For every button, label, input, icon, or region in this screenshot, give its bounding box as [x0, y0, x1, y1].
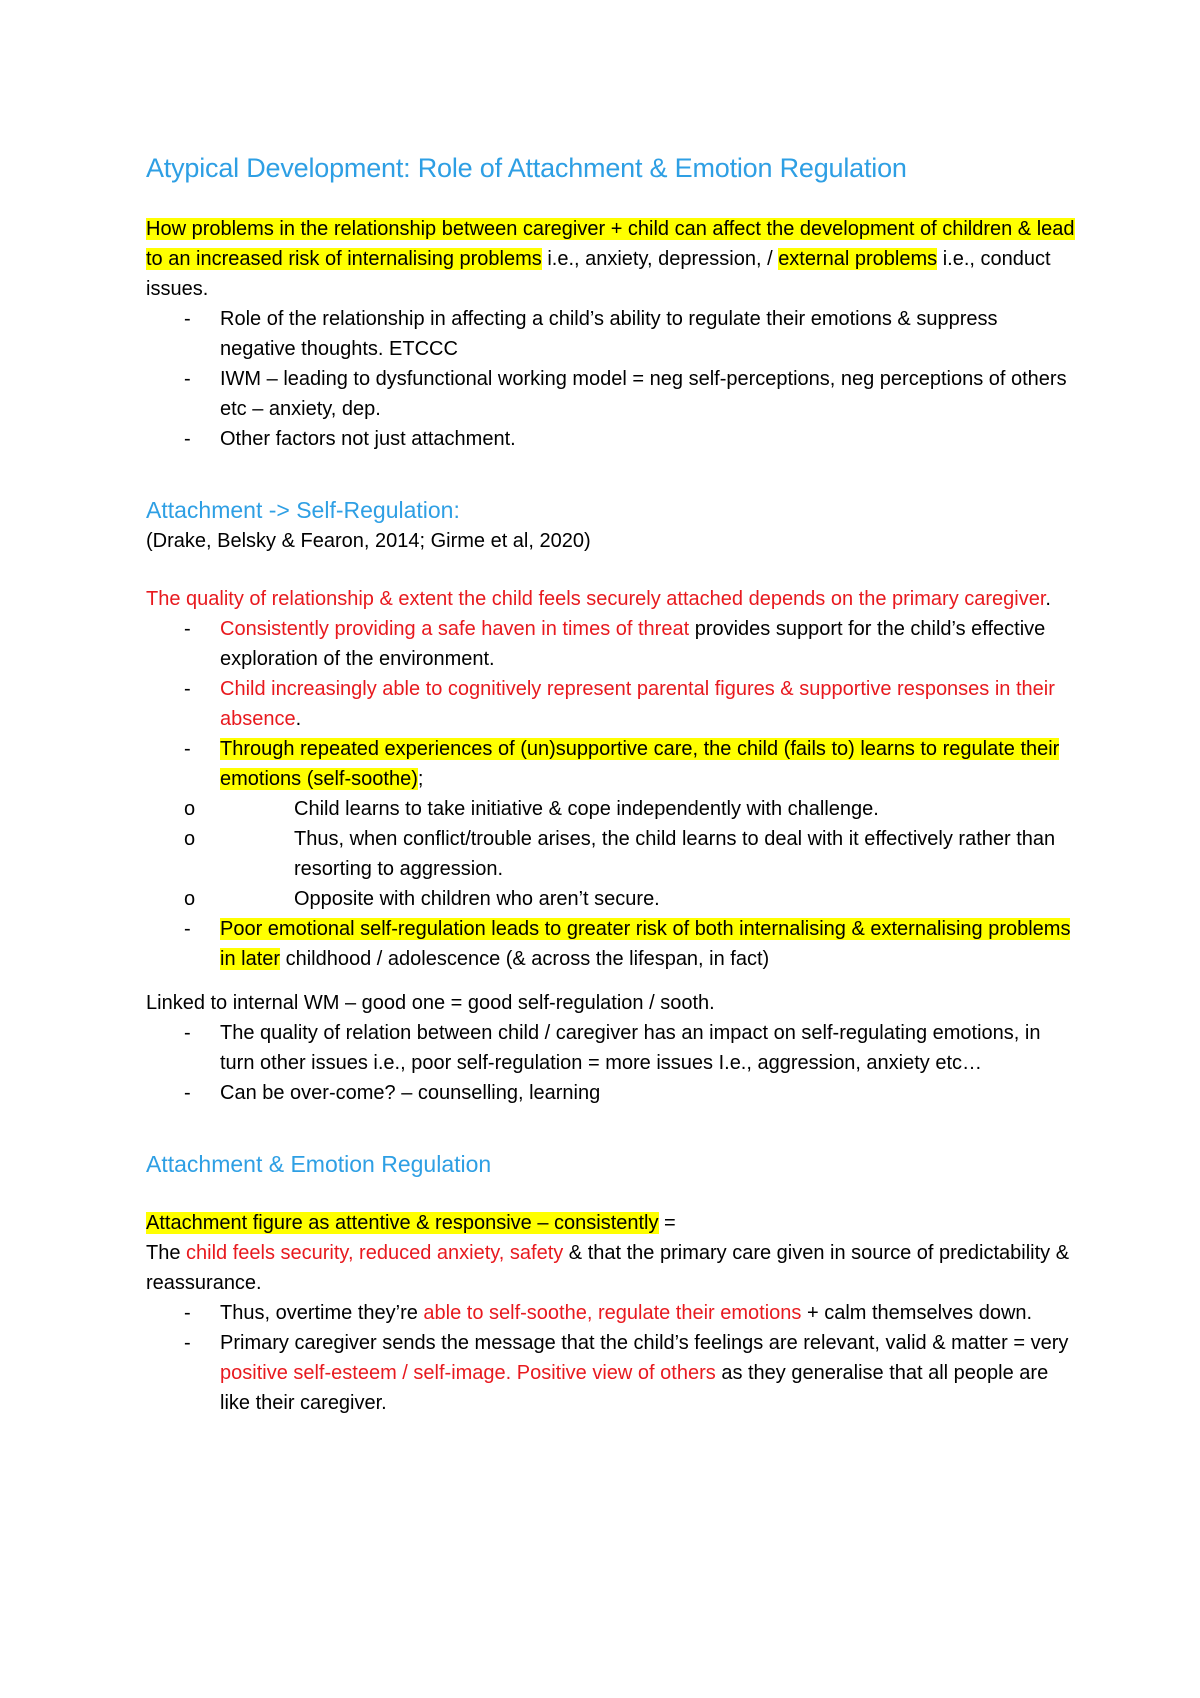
self-regulation-bullet-list: [146, 614, 1076, 974]
section-heading-self-regulation: Attachment -> Self-Regulation:: [146, 497, 460, 523]
sub-list-item: o Opposite with children who aren’t secure.: [146, 884, 1076, 914]
intro-paragraph: How problems in the relationship between caregiver + child can affect the development of children & lead to an increased risk of internalising problems i.e., anxiety, depression, / external problems i.e., conduct issues.: [146, 218, 1075, 300]
page-title: Atypical Development: Role of Attachment & Emotion Regulation: [146, 153, 907, 183]
list-item: - Can be over-come? – counselling, learning: [146, 1078, 1076, 1108]
list-item: - Primary caregiver sends the message that the child’s feelings are relevant, valid & matter = very positive self-esteem / self-image. Positive view of others as they generalise that all people are like their caregiver.: [146, 1328, 1076, 1418]
linked-paragraph: Linked to internal WM – good one = good self-regulation / sooth.: [146, 992, 715, 1014]
list-item: - Poor emotional self-regulation leads to greater risk of both internalising & externalising problems in later childhood / adolescence (& across the lifespan, in fact): [146, 914, 1076, 974]
sub-bullet-list: [146, 794, 1076, 914]
red-text: The quality of relationship & extent the child feels securely attached depends on the primary caregiver: [146, 588, 1046, 610]
sub-list-item: o Thus, when conflict/trouble arises, the child learns to deal with it effectively rather than resorting to aggression.: [146, 824, 1076, 884]
linked-bullet-list: [146, 1018, 1076, 1108]
list-item: - Other factors not just attachment.: [146, 424, 1076, 454]
section-heading-emotion-regulation: Attachment & Emotion Regulation: [146, 1151, 492, 1177]
list-item: - Thus, overtime they’re able to self-soothe, regulate their emotions + calm themselves down.: [146, 1298, 1076, 1328]
list-item: - Consistently providing a safe haven in times of threat provides support for the child’s effective exploration of the environment.: [146, 614, 1076, 674]
list-item: - Child increasingly able to cognitively represent parental figures & supportive responses in their absence.: [146, 674, 1076, 734]
sub-list-item: o Child learns to take initiative & cope independently with challenge.: [146, 794, 1076, 824]
list-item: - Through repeated experiences of (un)supportive care, the child (fails to) learns to regulate their emotions (self-soothe); o Child learns to take initiative & cope independently with challenge. o Thus, when conflict/trouble arises, the child learns to deal with it effectively rather than resorting to aggression. o Opposite with children who aren’t secure.: [146, 734, 1076, 914]
emotion-regulation-bullet-list: [146, 1298, 1076, 1418]
list-item: - IWM – leading to dysfunctional working model = neg self-perceptions, neg perceptions of others etc – anxiety, dep.: [146, 364, 1076, 424]
highlight-text: How problems in the relationship between caregiver + child can affect the development of children & lead to an increased risk of internalising problems: [146, 218, 1075, 270]
list-item: - The quality of relation between child / caregiver has an impact on self-regulating emotions, in turn other issues i.e., poor self-regulation = more issues I.e., aggression, anxiety etc…: [146, 1018, 1076, 1078]
emotion-regulation-lead: Attachment figure as attentive & responsive – consistently =: [146, 1212, 676, 1234]
intro-bullet-list: [146, 304, 1076, 454]
citation: (Drake, Belsky & Fearon, 2014; Girme et al, 2020): [146, 530, 591, 552]
highlight-text: external problems: [778, 248, 938, 270]
self-regulation-lead: The quality of relationship & extent the child feels securely attached depends on the primary caregiver.: [146, 588, 1051, 610]
list-item: - Role of the relationship in affecting a child’s ability to regulate their emotions & suppress negative thoughts. ETCCC: [146, 304, 1076, 364]
emotion-regulation-paragraph: The child feels security, reduced anxiety, safety & that the primary care given in source of predictability & reassurance.: [146, 1242, 1070, 1294]
document-content: [146, 150, 1076, 1418]
